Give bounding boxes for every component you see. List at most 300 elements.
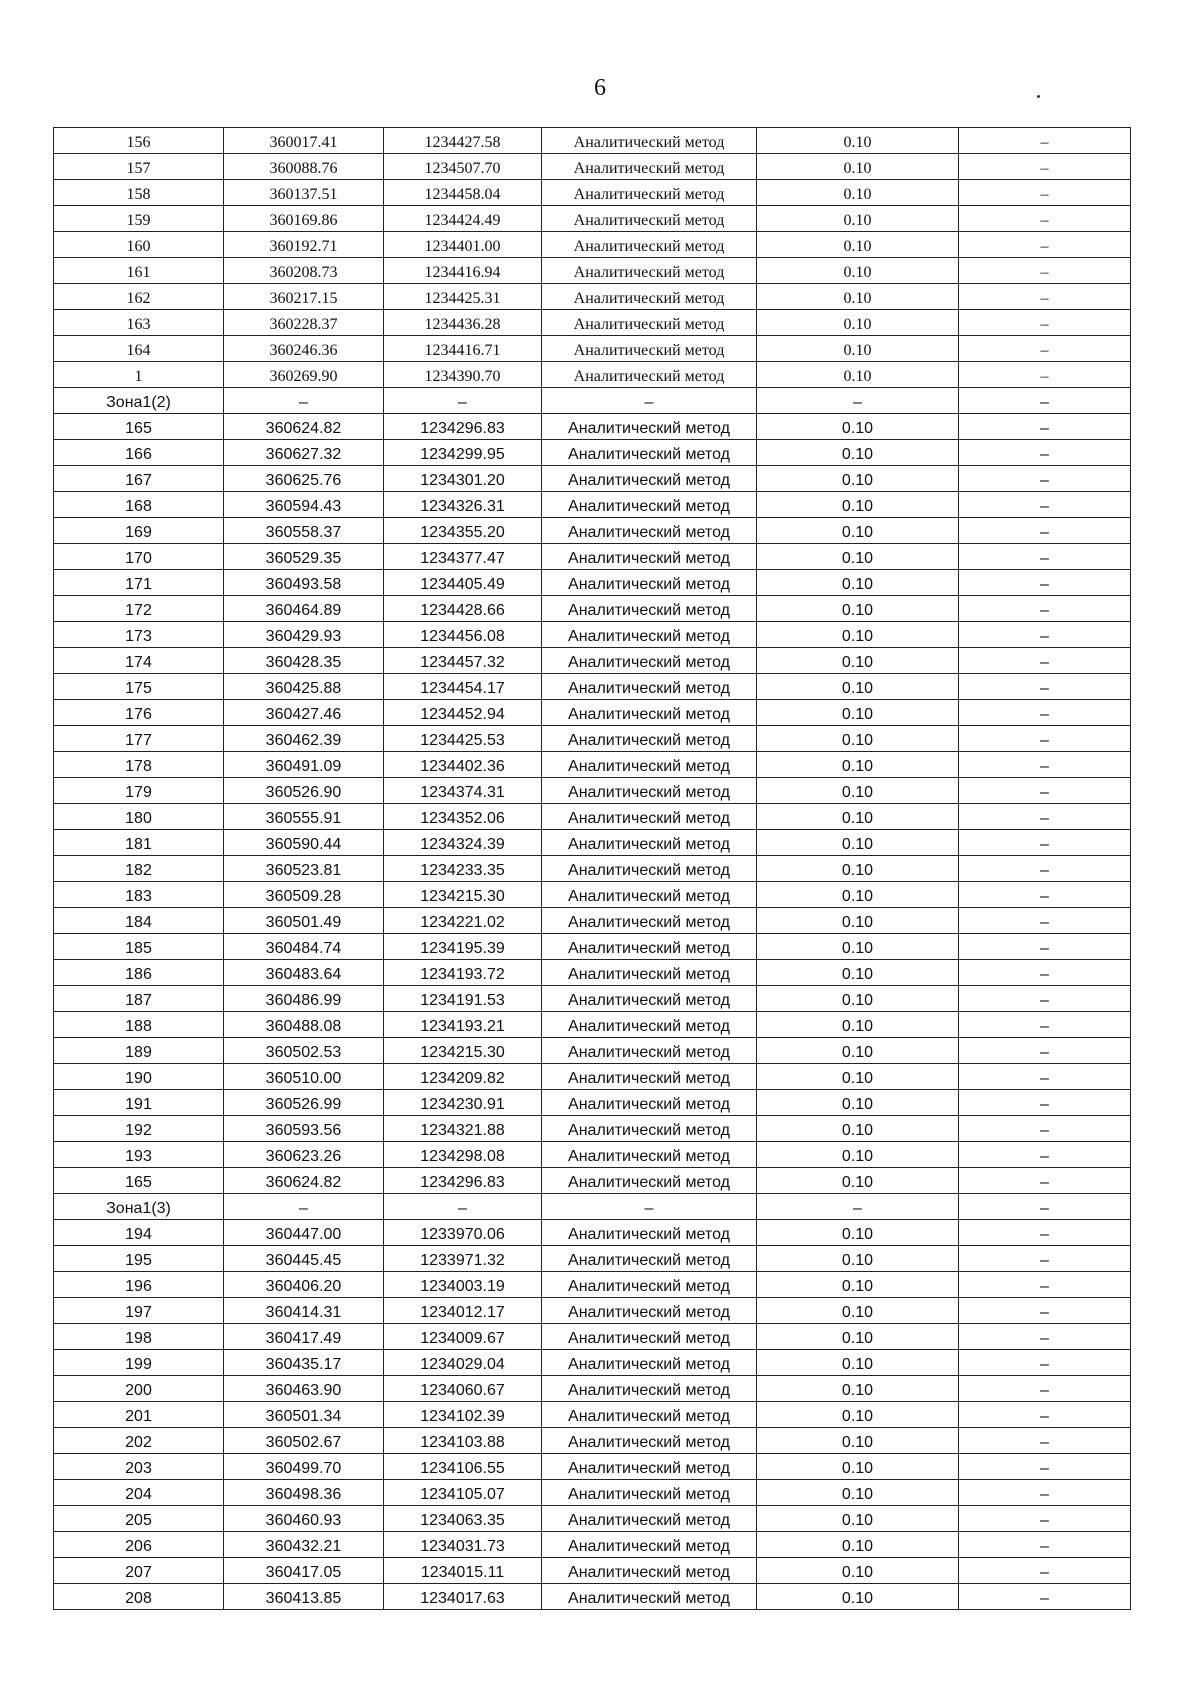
table-row xyxy=(54,1506,1131,1532)
table-row xyxy=(54,1038,1131,1064)
method-cell: Аналитический метод xyxy=(542,1506,757,1532)
note-cell: – xyxy=(959,1402,1131,1428)
table-row xyxy=(54,1116,1131,1142)
note-cell: – xyxy=(959,1532,1131,1558)
table-row xyxy=(54,1402,1131,1428)
table-row xyxy=(54,284,1131,310)
x-coordinate-cell: 360447.00 xyxy=(224,1220,384,1246)
table-row xyxy=(54,492,1131,518)
y-coordinate-cell: 1234017.63 xyxy=(384,1584,542,1610)
y-coordinate-cell: 1234012.17 xyxy=(384,1298,542,1324)
point-number-cell: 174 xyxy=(54,648,224,674)
y-coordinate-cell: 1234425.31 xyxy=(384,284,542,310)
x-coordinate-cell: 360594.43 xyxy=(224,492,384,518)
point-number-cell: 204 xyxy=(54,1480,224,1506)
point-number-cell: 181 xyxy=(54,830,224,856)
method-cell: Аналитический метод xyxy=(542,440,757,466)
accuracy-cell: 0.10 xyxy=(757,674,959,700)
point-number-cell: 198 xyxy=(54,1324,224,1350)
accuracy-cell: 0.10 xyxy=(757,1454,959,1480)
x-coordinate-cell: 360246.36 xyxy=(224,336,384,362)
x-coordinate-cell: 360501.34 xyxy=(224,1402,384,1428)
note-cell: – xyxy=(959,518,1131,544)
method-cell: Аналитический метод xyxy=(542,1220,757,1246)
x-coordinate-cell: 360624.82 xyxy=(224,414,384,440)
accuracy-cell: 0.10 xyxy=(757,1350,959,1376)
accuracy-cell: 0.10 xyxy=(757,596,959,622)
table-row xyxy=(54,1246,1131,1272)
method-cell: Аналитический метод xyxy=(542,960,757,986)
accuracy-cell: 0.10 xyxy=(757,570,959,596)
method-cell: Аналитический метод xyxy=(542,1246,757,1272)
x-coordinate-cell: 360502.53 xyxy=(224,1038,384,1064)
method-cell: Аналитический метод xyxy=(542,570,757,596)
x-coordinate-cell: 360432.21 xyxy=(224,1532,384,1558)
y-coordinate-cell: 1234355.20 xyxy=(384,518,542,544)
note-cell: – xyxy=(959,622,1131,648)
x-coordinate-cell: 360088.76 xyxy=(224,154,384,180)
table-row xyxy=(54,700,1131,726)
table-row xyxy=(54,206,1131,232)
accuracy-cell: 0.10 xyxy=(757,258,959,284)
method-cell: Аналитический метод xyxy=(542,934,757,960)
x-coordinate-cell: – xyxy=(224,1194,384,1220)
table-row xyxy=(54,1064,1131,1090)
note-cell: – xyxy=(959,1428,1131,1454)
accuracy-cell: 0.10 xyxy=(757,518,959,544)
accuracy-cell: 0.10 xyxy=(757,466,959,492)
accuracy-cell: 0.10 xyxy=(757,1142,959,1168)
x-coordinate-cell: 360502.67 xyxy=(224,1428,384,1454)
x-coordinate-cell: 360464.89 xyxy=(224,596,384,622)
accuracy-cell: 0.10 xyxy=(757,180,959,206)
point-number-cell: 176 xyxy=(54,700,224,726)
point-number-cell: 197 xyxy=(54,1298,224,1324)
point-number-cell: 208 xyxy=(54,1584,224,1610)
x-coordinate-cell: 360445.45 xyxy=(224,1246,384,1272)
table-row xyxy=(54,310,1131,336)
accuracy-cell: 0.10 xyxy=(757,1480,959,1506)
method-cell: Аналитический метод xyxy=(542,310,757,336)
point-number-cell: 1 xyxy=(54,362,224,388)
method-cell: Аналитический метод xyxy=(542,1142,757,1168)
y-coordinate-cell: 1234452.94 xyxy=(384,700,542,726)
note-cell: – xyxy=(959,336,1131,362)
accuracy-cell: 0.10 xyxy=(757,414,959,440)
y-coordinate-cell: 1234507.70 xyxy=(384,154,542,180)
x-coordinate-cell: 360406.20 xyxy=(224,1272,384,1298)
x-coordinate-cell: 360488.08 xyxy=(224,1012,384,1038)
table-row xyxy=(54,934,1131,960)
point-number-cell: 200 xyxy=(54,1376,224,1402)
y-coordinate-cell: 1234416.94 xyxy=(384,258,542,284)
point-number-cell: 183 xyxy=(54,882,224,908)
point-number-cell: 164 xyxy=(54,336,224,362)
y-coordinate-cell: 1234321.88 xyxy=(384,1116,542,1142)
point-number-cell: 188 xyxy=(54,1012,224,1038)
method-cell: Аналитический метод xyxy=(542,518,757,544)
note-cell: – xyxy=(959,128,1131,154)
table-row xyxy=(54,726,1131,752)
page-number: 6 xyxy=(594,75,606,101)
note-cell: – xyxy=(959,1246,1131,1272)
y-coordinate-cell: 1234427.58 xyxy=(384,128,542,154)
table-row xyxy=(54,648,1131,674)
method-cell: Аналитический метод xyxy=(542,1480,757,1506)
point-number-cell: 166 xyxy=(54,440,224,466)
point-number-cell: 157 xyxy=(54,154,224,180)
x-coordinate-cell: 360463.90 xyxy=(224,1376,384,1402)
table-row xyxy=(54,1272,1131,1298)
note-cell: – xyxy=(959,726,1131,752)
method-cell: Аналитический метод xyxy=(542,284,757,310)
x-coordinate-cell: 360427.46 xyxy=(224,700,384,726)
point-number-cell: 170 xyxy=(54,544,224,570)
accuracy-cell: 0.10 xyxy=(757,440,959,466)
x-coordinate-cell: 360486.99 xyxy=(224,986,384,1012)
accuracy-cell: 0.10 xyxy=(757,310,959,336)
table-row xyxy=(54,1298,1131,1324)
y-coordinate-cell: 1234029.04 xyxy=(384,1350,542,1376)
accuracy-cell: 0.10 xyxy=(757,1116,959,1142)
method-cell: Аналитический метод xyxy=(542,726,757,752)
x-coordinate-cell: 360228.37 xyxy=(224,310,384,336)
table-row xyxy=(54,1012,1131,1038)
x-coordinate-cell: 360483.64 xyxy=(224,960,384,986)
method-cell: Аналитический метод xyxy=(542,414,757,440)
y-coordinate-cell: 1234299.95 xyxy=(384,440,542,466)
table-row xyxy=(54,752,1131,778)
note-cell: – xyxy=(959,1558,1131,1584)
method-cell: Аналитический метод xyxy=(542,362,757,388)
scan-speck xyxy=(1037,95,1040,98)
point-number-cell: 191 xyxy=(54,1090,224,1116)
accuracy-cell: 0.10 xyxy=(757,960,959,986)
method-cell: Аналитический метод xyxy=(542,1584,757,1610)
coordinates-table xyxy=(53,127,1131,1610)
accuracy-cell: 0.10 xyxy=(757,1402,959,1428)
accuracy-cell: 0.10 xyxy=(757,1532,959,1558)
table-row xyxy=(54,674,1131,700)
table-row xyxy=(54,1142,1131,1168)
accuracy-cell: 0.10 xyxy=(757,726,959,752)
accuracy-cell: 0.10 xyxy=(757,1012,959,1038)
method-cell: Аналитический метод xyxy=(542,1038,757,1064)
x-coordinate-cell: 360429.93 xyxy=(224,622,384,648)
table-row xyxy=(54,882,1131,908)
x-coordinate-cell: 360493.58 xyxy=(224,570,384,596)
point-number-cell: 196 xyxy=(54,1272,224,1298)
accuracy-cell: 0.10 xyxy=(757,1558,959,1584)
note-cell: – xyxy=(959,1584,1131,1610)
table-row xyxy=(54,1350,1131,1376)
note-cell: – xyxy=(959,206,1131,232)
accuracy-cell: 0.10 xyxy=(757,752,959,778)
table-row xyxy=(54,258,1131,284)
y-coordinate-cell: 1234456.08 xyxy=(384,622,542,648)
accuracy-cell: 0.10 xyxy=(757,232,959,258)
point-number-cell: 207 xyxy=(54,1558,224,1584)
y-coordinate-cell: 1233970.06 xyxy=(384,1220,542,1246)
table-row xyxy=(54,232,1131,258)
x-coordinate-cell: – xyxy=(224,388,384,414)
method-cell: Аналитический метод xyxy=(542,752,757,778)
point-number-cell: 205 xyxy=(54,1506,224,1532)
table-row xyxy=(54,1454,1131,1480)
note-cell: – xyxy=(959,986,1131,1012)
x-coordinate-cell: 360192.71 xyxy=(224,232,384,258)
table-row xyxy=(54,596,1131,622)
point-number-cell: 195 xyxy=(54,1246,224,1272)
point-number-cell: 184 xyxy=(54,908,224,934)
accuracy-cell: 0.10 xyxy=(757,986,959,1012)
note-cell: – xyxy=(959,1454,1131,1480)
point-number-cell: Зона1(2) xyxy=(54,388,224,414)
method-cell: Аналитический метод xyxy=(542,648,757,674)
x-coordinate-cell: 360460.93 xyxy=(224,1506,384,1532)
accuracy-cell: 0.10 xyxy=(757,1246,959,1272)
point-number-cell: 190 xyxy=(54,1064,224,1090)
table-row xyxy=(54,778,1131,804)
method-cell: Аналитический метод xyxy=(542,128,757,154)
method-cell: Аналитический метод xyxy=(542,674,757,700)
note-cell: – xyxy=(959,570,1131,596)
y-coordinate-cell: 1234009.67 xyxy=(384,1324,542,1350)
y-coordinate-cell: 1234457.32 xyxy=(384,648,542,674)
x-coordinate-cell: 360499.70 xyxy=(224,1454,384,1480)
method-cell: Аналитический метод xyxy=(542,830,757,856)
method-cell: Аналитический метод xyxy=(542,1428,757,1454)
method-cell: Аналитический метод xyxy=(542,622,757,648)
point-number-cell: 193 xyxy=(54,1142,224,1168)
table-row xyxy=(54,440,1131,466)
method-cell: Аналитический метод xyxy=(542,206,757,232)
table-row xyxy=(54,1428,1131,1454)
x-coordinate-cell: 360413.85 xyxy=(224,1584,384,1610)
x-coordinate-cell: 360428.35 xyxy=(224,648,384,674)
table-row xyxy=(54,570,1131,596)
x-coordinate-cell: 360623.26 xyxy=(224,1142,384,1168)
note-cell: – xyxy=(959,232,1131,258)
y-coordinate-cell: 1233971.32 xyxy=(384,1246,542,1272)
y-coordinate-cell: 1234060.67 xyxy=(384,1376,542,1402)
accuracy-cell: 0.10 xyxy=(757,206,959,232)
method-cell: Аналитический метод xyxy=(542,856,757,882)
method-cell: – xyxy=(542,1194,757,1220)
x-coordinate-cell: 360529.35 xyxy=(224,544,384,570)
y-coordinate-cell: 1234195.39 xyxy=(384,934,542,960)
accuracy-cell: 0.10 xyxy=(757,492,959,518)
table-row xyxy=(54,336,1131,362)
table-row xyxy=(54,1558,1131,1584)
table-row xyxy=(54,856,1131,882)
note-cell: – xyxy=(959,180,1131,206)
x-coordinate-cell: 360435.17 xyxy=(224,1350,384,1376)
point-number-cell: 167 xyxy=(54,466,224,492)
note-cell: – xyxy=(959,466,1131,492)
x-coordinate-cell: 360498.36 xyxy=(224,1480,384,1506)
point-number-cell: 178 xyxy=(54,752,224,778)
x-coordinate-cell: 360417.05 xyxy=(224,1558,384,1584)
y-coordinate-cell: 1234424.49 xyxy=(384,206,542,232)
table-row xyxy=(54,1324,1131,1350)
table-row xyxy=(54,804,1131,830)
table-row xyxy=(54,1220,1131,1246)
point-number-cell: 201 xyxy=(54,1402,224,1428)
point-number-cell: 186 xyxy=(54,960,224,986)
point-number-cell: 185 xyxy=(54,934,224,960)
point-number-cell: 161 xyxy=(54,258,224,284)
note-cell: – xyxy=(959,1142,1131,1168)
note-cell: – xyxy=(959,388,1131,414)
point-number-cell: 158 xyxy=(54,180,224,206)
x-coordinate-cell: 360558.37 xyxy=(224,518,384,544)
y-coordinate-cell: 1234230.91 xyxy=(384,1090,542,1116)
method-cell: Аналитический метод xyxy=(542,1168,757,1194)
point-number-cell: 187 xyxy=(54,986,224,1012)
y-coordinate-cell: 1234324.39 xyxy=(384,830,542,856)
note-cell: – xyxy=(959,440,1131,466)
accuracy-cell: 0.10 xyxy=(757,700,959,726)
point-number-cell: 165 xyxy=(54,1168,224,1194)
note-cell: – xyxy=(959,960,1131,986)
accuracy-cell: 0.10 xyxy=(757,1428,959,1454)
point-number-cell: 159 xyxy=(54,206,224,232)
x-coordinate-cell: 360269.90 xyxy=(224,362,384,388)
x-coordinate-cell: 360484.74 xyxy=(224,934,384,960)
accuracy-cell: 0.10 xyxy=(757,622,959,648)
accuracy-cell: 0.10 xyxy=(757,830,959,856)
y-coordinate-cell: 1234191.53 xyxy=(384,986,542,1012)
note-cell: – xyxy=(959,882,1131,908)
point-number-cell: 173 xyxy=(54,622,224,648)
table-row xyxy=(54,518,1131,544)
x-coordinate-cell: 360017.41 xyxy=(224,128,384,154)
y-coordinate-cell: 1234209.82 xyxy=(384,1064,542,1090)
table-row xyxy=(54,1480,1131,1506)
table-row xyxy=(54,1584,1131,1610)
point-number-cell: 172 xyxy=(54,596,224,622)
y-coordinate-cell: 1234103.88 xyxy=(384,1428,542,1454)
y-coordinate-cell: 1234298.08 xyxy=(384,1142,542,1168)
point-number-cell: 189 xyxy=(54,1038,224,1064)
y-coordinate-cell: 1234215.30 xyxy=(384,882,542,908)
y-coordinate-cell: 1234105.07 xyxy=(384,1480,542,1506)
y-coordinate-cell: 1234215.30 xyxy=(384,1038,542,1064)
note-cell: – xyxy=(959,700,1131,726)
table-row xyxy=(54,362,1131,388)
note-cell: – xyxy=(959,414,1131,440)
method-cell: Аналитический метод xyxy=(542,882,757,908)
x-coordinate-cell: 360523.81 xyxy=(224,856,384,882)
method-cell: Аналитический метод xyxy=(542,180,757,206)
x-coordinate-cell: 360425.88 xyxy=(224,674,384,700)
point-number-cell: 202 xyxy=(54,1428,224,1454)
x-coordinate-cell: 360625.76 xyxy=(224,466,384,492)
method-cell: Аналитический метод xyxy=(542,1090,757,1116)
point-number-cell: 162 xyxy=(54,284,224,310)
method-cell: Аналитический метод xyxy=(542,154,757,180)
accuracy-cell: 0.10 xyxy=(757,908,959,934)
y-coordinate-cell: 1234193.21 xyxy=(384,1012,542,1038)
y-coordinate-cell: 1234428.66 xyxy=(384,596,542,622)
accuracy-cell: 0.10 xyxy=(757,856,959,882)
accuracy-cell: 0.10 xyxy=(757,778,959,804)
y-coordinate-cell: 1234402.36 xyxy=(384,752,542,778)
point-number-cell: 203 xyxy=(54,1454,224,1480)
method-cell: Аналитический метод xyxy=(542,1558,757,1584)
point-number-cell: 175 xyxy=(54,674,224,700)
x-coordinate-cell: 360555.91 xyxy=(224,804,384,830)
note-cell: – xyxy=(959,830,1131,856)
y-coordinate-cell: 1234436.28 xyxy=(384,310,542,336)
y-coordinate-cell: 1234425.53 xyxy=(384,726,542,752)
x-coordinate-cell: 360590.44 xyxy=(224,830,384,856)
method-cell: Аналитический метод xyxy=(542,1012,757,1038)
note-cell: – xyxy=(959,1012,1131,1038)
point-number-cell: 168 xyxy=(54,492,224,518)
note-cell: – xyxy=(959,310,1131,336)
table-row xyxy=(54,544,1131,570)
y-coordinate-cell: 1234015.11 xyxy=(384,1558,542,1584)
accuracy-cell: – xyxy=(757,1194,959,1220)
y-coordinate-cell: 1234031.73 xyxy=(384,1532,542,1558)
note-cell: – xyxy=(959,1480,1131,1506)
x-coordinate-cell: 360491.09 xyxy=(224,752,384,778)
note-cell: – xyxy=(959,1194,1131,1220)
note-cell: – xyxy=(959,596,1131,622)
point-number-cell: 194 xyxy=(54,1220,224,1246)
method-cell: Аналитический метод xyxy=(542,1324,757,1350)
table-row xyxy=(54,180,1131,206)
method-cell: Аналитический метод xyxy=(542,1402,757,1428)
point-number-cell: 192 xyxy=(54,1116,224,1142)
table-row xyxy=(54,986,1131,1012)
point-number-cell: 171 xyxy=(54,570,224,596)
y-coordinate-cell: 1234458.04 xyxy=(384,180,542,206)
x-coordinate-cell: 360510.00 xyxy=(224,1064,384,1090)
method-cell: Аналитический метод xyxy=(542,1350,757,1376)
accuracy-cell: 0.10 xyxy=(757,1168,959,1194)
note-cell: – xyxy=(959,1272,1131,1298)
y-coordinate-cell: 1234454.17 xyxy=(384,674,542,700)
table-row xyxy=(54,1168,1131,1194)
table-row xyxy=(54,414,1131,440)
accuracy-cell: 0.10 xyxy=(757,1272,959,1298)
note-cell: – xyxy=(959,934,1131,960)
y-coordinate-cell: 1234063.35 xyxy=(384,1506,542,1532)
zone-header-row xyxy=(54,1194,1131,1220)
y-coordinate-cell: 1234003.19 xyxy=(384,1272,542,1298)
y-coordinate-cell: 1234326.31 xyxy=(384,492,542,518)
coordinates-table-body xyxy=(54,128,1131,1610)
method-cell: Аналитический метод xyxy=(542,986,757,1012)
accuracy-cell: – xyxy=(757,388,959,414)
accuracy-cell: 0.10 xyxy=(757,1376,959,1402)
method-cell: Аналитический метод xyxy=(542,1298,757,1324)
table-row xyxy=(54,960,1131,986)
y-coordinate-cell: 1234102.39 xyxy=(384,1402,542,1428)
x-coordinate-cell: 360627.32 xyxy=(224,440,384,466)
method-cell: Аналитический метод xyxy=(542,1116,757,1142)
accuracy-cell: 0.10 xyxy=(757,336,959,362)
method-cell: Аналитический метод xyxy=(542,466,757,492)
note-cell: – xyxy=(959,804,1131,830)
method-cell: Аналитический метод xyxy=(542,1272,757,1298)
point-number-cell: 169 xyxy=(54,518,224,544)
method-cell: Аналитический метод xyxy=(542,1376,757,1402)
note-cell: – xyxy=(959,1038,1131,1064)
